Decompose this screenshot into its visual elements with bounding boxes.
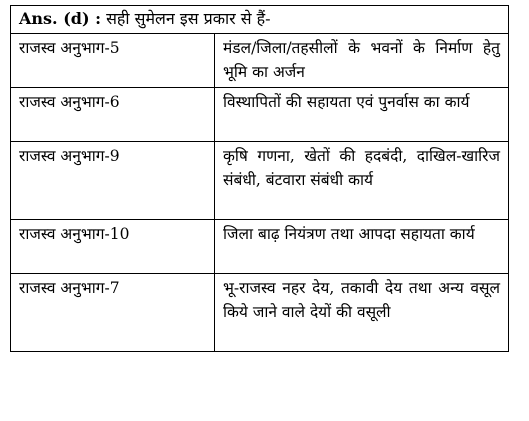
section-cell: राजस्व अनुभाग-5 [11, 34, 215, 88]
answer-table [10, 5, 509, 352]
description-cell: विस्थापितों की सहायता एवं पुनर्वास का कार्य [215, 88, 509, 142]
section-cell: राजस्व अनुभाग-10 [11, 220, 215, 274]
section-cell: राजस्व अनुभाग-9 [11, 142, 215, 220]
answer-header-row [11, 6, 509, 34]
table-row [11, 88, 509, 142]
description-cell: कृषि गणना, खेतों की हदबंदी, दाखिल-खारिज संबंधी, बंटवारा संबंधी कार्य [215, 142, 509, 220]
description-cell: जिला बाढ़ नियंत्रण तथा आपदा सहायता कार्य [215, 220, 509, 274]
table-row [11, 274, 509, 352]
table-row [11, 142, 509, 220]
section-cell: राजस्व अनुभाग-7 [11, 274, 215, 352]
answer-label: Ans. (d) : [19, 9, 101, 28]
table-row [11, 34, 509, 88]
section-cell: राजस्व अनुभाग-6 [11, 88, 215, 142]
description-cell: भू-राजस्व नहर देय, तकावी देय तथा अन्य वसूल किये जाने वाले देयों की वसूली [215, 274, 509, 352]
description-cell: मंडल/जिला/तहसीलों के भवनों के निर्माण हेतु भूमि का अर्जन [215, 34, 509, 88]
table-row [11, 220, 509, 274]
answer-intro: सही सुमेलन इस प्रकार से हैं- [106, 9, 271, 28]
answer-header [11, 6, 509, 34]
